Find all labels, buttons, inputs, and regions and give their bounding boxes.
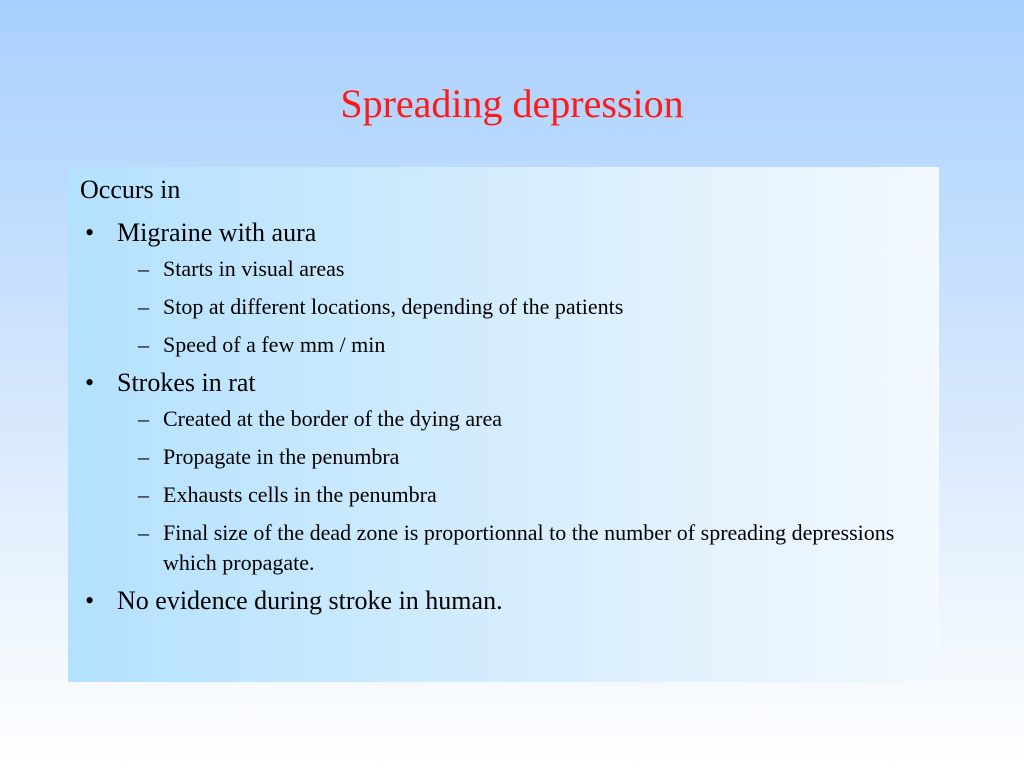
sub-item (80, 404, 927, 434)
dash-marker: – (138, 482, 149, 507)
dash-marker: – (138, 520, 149, 545)
bullet-item (80, 586, 927, 616)
dash-marker: – (138, 332, 149, 357)
bullet-line (80, 218, 927, 248)
bullet-text: No evidence during stroke in human. (117, 586, 503, 615)
sub-list (80, 404, 927, 578)
bullet-line (80, 586, 927, 616)
bullet-item (80, 368, 927, 578)
sub-item (80, 330, 927, 360)
dash-marker: – (138, 256, 149, 281)
dash-marker: – (138, 406, 149, 431)
sub-item (80, 480, 927, 510)
bullet-text: Migraine with aura (117, 218, 317, 247)
dash-marker: – (138, 294, 149, 319)
bullet-item (80, 218, 927, 360)
sub-list (80, 254, 927, 360)
sub-item (80, 518, 927, 578)
sub-item-text: Speed of a few mm / min (163, 332, 386, 357)
intro-text: Occurs in (80, 175, 181, 204)
sub-item (80, 442, 927, 472)
bullet-marker: • (85, 586, 95, 615)
sub-item-text: Created at the border of the dying area (163, 406, 503, 431)
sub-item-text: Stop at different locations, depending of the patients (163, 294, 624, 319)
slide-title: Spreading depression (340, 81, 684, 126)
sub-item (80, 254, 927, 284)
bullet-marker: • (85, 218, 95, 247)
bullet-text: Strokes in rat (117, 368, 256, 397)
sub-item (80, 292, 927, 322)
sub-item-text: Starts in visual areas (163, 256, 345, 281)
bullet-marker: • (85, 368, 95, 397)
bullet-line (80, 368, 927, 398)
dash-marker: – (138, 444, 149, 469)
content-box (68, 167, 939, 682)
sub-item-text: Final size of the dead zone is proportionnal to the number of spreading depressions which propagate. (163, 520, 895, 575)
sub-item-text: Propagate in the penumbra (163, 444, 400, 469)
bullet-list (80, 218, 927, 616)
sub-item-text: Exhausts cells in the penumbra (163, 482, 437, 507)
